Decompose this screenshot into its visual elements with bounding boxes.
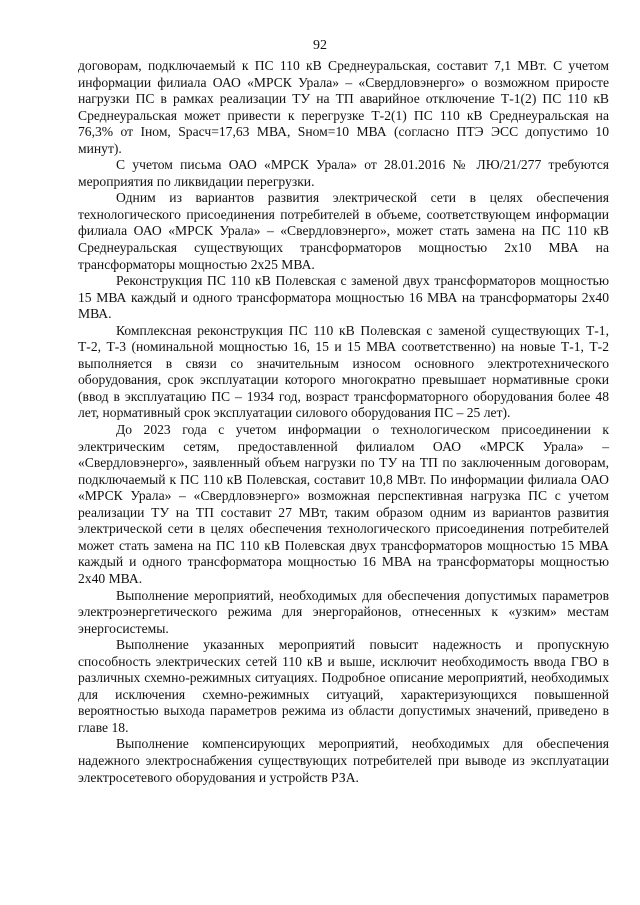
paragraph-3: Одним из вариантов развития электрической сети в целях обеспечения технологического присоединения потребителей в объеме, соответствующем информации филиала ОАО «МРСК Урала» – «Свердловэнерго», может стать замена на ПС 110 кВ Среднеуральская существующих трансформаторов мощностью 2х10 МВА на трансформаторы мощностью 2х25 МВА. xyxy=(78,190,609,272)
paragraph-6: До 2023 года с учетом информации о технологическом присоединении к электрическим сетям, предоставленной филиалом ОАО «МРСК Урала» – «Свердловэнерго», заявленный объем нагрузки по ТУ на ТП по заключенным договорам, подключаемый к ПС 110 кВ Полевская, составит 10,8 МВт. По информации филиала ОАО «МРСК Урала» – «Свердловэнерго» возможная перспективная нагрузка ПС с учетом реализации ТУ на ТП составит 27 МВт, таким образом одним из вариантов развития электрической сети в целях обеспечения технологического присоединения потребителей может стать замена на ПС 110 кВ Полевская двух трансформаторов мощностью 15 МВА каждый и одного трансформатора мощностью 16 МВА на трансформаторы мощностью 2х40 МВА. xyxy=(78,422,609,586)
document-body xyxy=(78,58,609,786)
paragraph-1: договорам, подключаемый к ПС 110 кВ Среднеуральская, составит 7,1 МВт. С учетом информации филиала ОАО «МРСК Урала» – «Свердловэнерго» о возможном приросте нагрузки ПС в рамках реализации ТУ на ТП аварийное отключение Т-1(2) ПС 110 кВ Среднеуральская может привести к перегрузке Т-2(1) ПС 110 кВ Среднеуральская на 76,3% от Iном, Sрасч=17,63 МВА, Sном=10 МВА (согласно ПТЭ ЭСС допустимо 10 минут). xyxy=(78,58,609,156)
paragraph-2: С учетом письма ОАО «МРСК Урала» от 28.01.2016 № ЛЮ/21/277 требуются мероприятия по ликвидации перегрузки. xyxy=(78,157,609,189)
paragraph-5: Комплексная реконструкция ПС 110 кВ Полевская с заменой существующих Т-1, Т-2, Т-3 (номинальной мощностью 16, 15 и 15 МВА соответственно) на новые Т-1, Т-2 выполняется в связи со значительным износом основного электротехнического оборудования, срок эксплуатации которого многократно превышает нормативные сроки (ввод в эксплуатацию ПС – 1934 год, возраст трансформаторного оборудования более 48 лет, нормативный срок эксплуатации силового оборудования ПС – 25 лет). xyxy=(78,322,609,421)
paragraph-8: Выполнение указанных мероприятий повысит надежность и пропускную способность электрических сетей 110 кВ и выше, исключит необходимость ввода ГВО в различных схемно-режимных ситуациях. Подробное описание мероприятий, необходимых для исключения схемно-режимных ситуаций, характеризующихся повышенной вероятностью выхода параметров режима из области допустимых значений, приведено в главе 18. xyxy=(78,637,609,735)
paragraph-9: Выполнение компенсирующих мероприятий, необходимых для обеспечения надежного электроснабжения существующих потребителей при выводе из эксплуатации электросетевого оборудования и устройств РЗА. xyxy=(78,736,609,785)
page-number: 92 xyxy=(313,38,327,53)
paragraph-7: Выполнение мероприятий, необходимых для обеспечения допустимых параметров электроэнергетического режима для энергорайонов, отнесенных к «узким» местам энергосистемы. xyxy=(78,587,609,636)
paragraph-4: Реконструкция ПС 110 кВ Полевская с заменой двух трансформаторов мощностью 15 МВА каждый и одного трансформатора мощностью 16 МВА на трансформаторы 2х40 МВА. xyxy=(78,273,609,322)
